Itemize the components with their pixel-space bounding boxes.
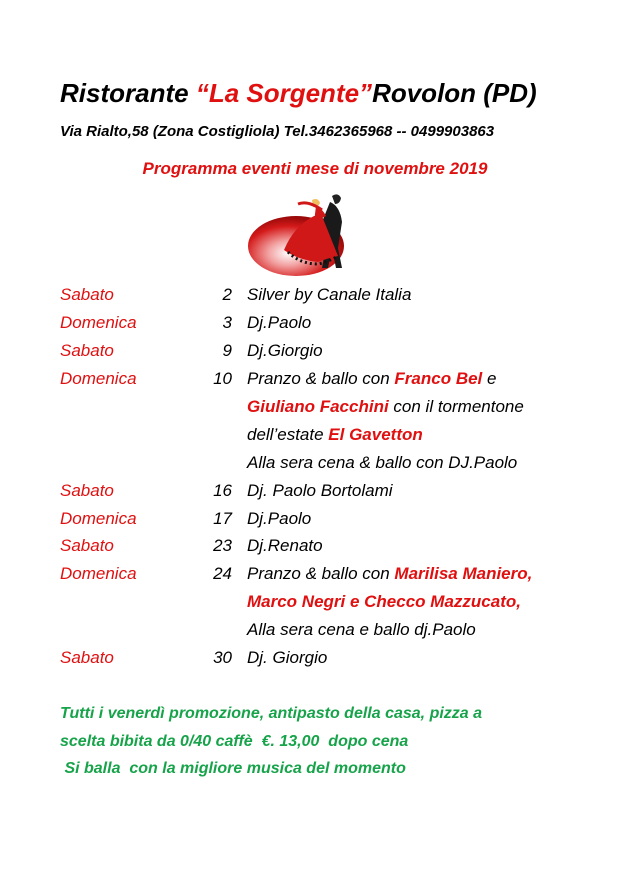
title-location: Rovolon (PD) bbox=[372, 78, 537, 108]
event-text: Dj. Giorgio bbox=[247, 648, 328, 667]
event-row bbox=[0, 313, 630, 339]
restaurant-name: “La Sorgente” bbox=[195, 78, 373, 108]
event-row bbox=[0, 648, 630, 674]
performer-name: El Gavetton bbox=[328, 425, 423, 444]
event-date: 9 bbox=[222, 341, 232, 360]
event-row bbox=[0, 620, 630, 646]
event-text: Dj.Paolo bbox=[247, 313, 312, 332]
event-day: Domenica bbox=[60, 369, 137, 388]
event-date: 24 bbox=[213, 564, 232, 583]
event-text: e bbox=[482, 369, 497, 388]
event-row bbox=[0, 453, 630, 479]
event-text: Pranzo & ballo con bbox=[247, 369, 395, 388]
promo-line-1: Tutti i venerdì promozione, antipasto della casa, pizza a bbox=[60, 705, 483, 722]
event-day: Sabato bbox=[60, 341, 114, 360]
event-description bbox=[247, 536, 323, 556]
event-description bbox=[247, 620, 476, 640]
event-description bbox=[247, 509, 311, 529]
program-subtitle: Programma eventi mese di novembre 2019 bbox=[142, 159, 488, 178]
promo-line-2: scelta bibita da 0/40 caffè €. 13,00 dopo cena bbox=[60, 733, 409, 750]
event-text: Dj. Paolo Bortolami bbox=[247, 481, 393, 500]
event-description bbox=[247, 564, 532, 584]
event-description bbox=[247, 425, 423, 445]
performer-name: Marilisa Maniero, bbox=[394, 564, 533, 583]
event-row bbox=[0, 536, 630, 562]
event-row bbox=[0, 341, 630, 367]
event-description bbox=[247, 592, 521, 612]
event-description bbox=[247, 285, 411, 305]
event-date: 3 bbox=[222, 313, 232, 332]
event-text: Dj.Giorgio bbox=[247, 341, 323, 360]
event-description bbox=[247, 341, 323, 361]
event-row bbox=[0, 592, 630, 618]
address-line: Via Rialto,58 (Zona Costigliola) Tel.3462365968 -- 0499903863 bbox=[60, 123, 495, 140]
event-day: Sabato bbox=[60, 481, 114, 500]
title-prefix: Ristorante bbox=[60, 78, 196, 108]
event-description bbox=[247, 481, 393, 501]
event-date: 30 bbox=[213, 648, 232, 667]
event-date: 17 bbox=[213, 509, 232, 528]
event-row bbox=[0, 481, 630, 507]
performer-name: Marco Negri e Checco Mazzucato, bbox=[247, 592, 521, 611]
event-date: 16 bbox=[213, 481, 232, 500]
event-day: Sabato bbox=[60, 536, 114, 555]
event-day: Domenica bbox=[60, 313, 137, 332]
event-text: Alla sera cena & ballo con DJ.Paolo bbox=[247, 453, 518, 472]
event-text: Dj.Renato bbox=[247, 536, 323, 555]
event-text: Dj.Paolo bbox=[247, 509, 312, 528]
event-day: Domenica bbox=[60, 564, 137, 583]
event-text: Pranzo & ballo con bbox=[247, 564, 395, 583]
event-row bbox=[0, 425, 630, 451]
event-description bbox=[247, 453, 517, 473]
event-date: 10 bbox=[213, 369, 232, 388]
event-description bbox=[247, 369, 496, 389]
event-day: Sabato bbox=[60, 648, 114, 667]
event-text: con il tormentone bbox=[388, 397, 524, 416]
event-description bbox=[247, 313, 311, 333]
event-row bbox=[0, 564, 630, 590]
event-description bbox=[247, 648, 327, 668]
event-description bbox=[247, 397, 524, 417]
event-text: Silver by Canale Italia bbox=[247, 285, 412, 304]
event-row bbox=[0, 369, 630, 395]
event-day: Domenica bbox=[60, 509, 137, 528]
event-date: 2 bbox=[222, 285, 232, 304]
event-date: 23 bbox=[213, 536, 232, 555]
dancing-couple-image bbox=[246, 186, 386, 278]
promo-line-3: Si balla con la migliore musica del momento bbox=[60, 760, 406, 777]
event-text: Alla sera cena e ballo dj.Paolo bbox=[247, 620, 476, 639]
event-row bbox=[0, 509, 630, 535]
performer-name: Franco Bel bbox=[394, 369, 483, 388]
page-title bbox=[60, 78, 537, 109]
event-day: Sabato bbox=[60, 285, 114, 304]
event-row bbox=[0, 397, 630, 423]
performer-name: Giuliano Facchini bbox=[247, 397, 389, 416]
event-row bbox=[0, 285, 630, 311]
event-text: dell’estate bbox=[247, 425, 329, 444]
